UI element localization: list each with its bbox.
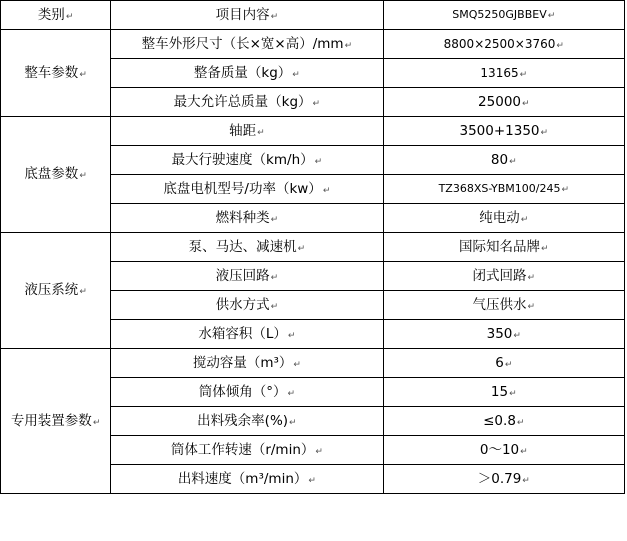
value-label: 13165↵ [480, 65, 528, 80]
edit-mark: ↵ [257, 127, 265, 138]
edit-mark: ↵ [541, 243, 549, 254]
value-cell [383, 436, 624, 465]
category-cell-hydraulic [1, 233, 111, 349]
item-cell [111, 349, 383, 378]
value-label: 15↵ [490, 383, 517, 400]
category-label: 整车参数↵ [24, 64, 87, 81]
item-label: 整备质量（kg）↵ [193, 64, 300, 81]
item-label: 泵、马达、减速机↵ [188, 238, 306, 255]
edit-mark: ↵ [314, 156, 323, 167]
value-label: 气压供水↵ [472, 296, 536, 313]
item-cell [111, 262, 383, 291]
edit-mark: ↵ [270, 301, 279, 312]
value-cell [383, 262, 624, 291]
item-cell [111, 378, 383, 407]
edit-mark: ↵ [509, 156, 517, 167]
item-cell [111, 233, 383, 262]
table-row [1, 30, 625, 59]
header-cell-value [383, 1, 624, 30]
edit-mark: ↵ [527, 272, 536, 283]
category-label: 底盘参数↵ [24, 166, 87, 183]
item-cell [111, 204, 383, 233]
value-cell [383, 30, 624, 59]
table-row [1, 233, 625, 262]
item-label: 底盘电机型号/功率（kw）↵ [163, 180, 331, 197]
edit-mark: ↵ [79, 287, 87, 298]
table-row [1, 349, 625, 378]
value-label: 国际知名品牌↵ [459, 238, 549, 255]
table-row [1, 1, 625, 30]
edit-mark: ↵ [315, 446, 323, 457]
edit-mark: ↵ [79, 69, 87, 80]
item-label: 轴距↵ [229, 122, 265, 139]
category-label: 专用装置参数↵ [10, 412, 101, 429]
value-cell [383, 378, 624, 407]
value-label: 80↵ [490, 151, 517, 168]
edit-mark: ↵ [292, 69, 300, 80]
value-label: ≤0.8↵ [483, 412, 525, 429]
item-label: 供水方式↵ [215, 296, 279, 313]
value-label: 8800×2500×3760↵ [443, 36, 564, 51]
value-cell [383, 407, 624, 436]
item-label: 液压回路↵ [215, 267, 279, 284]
header-cell-item [111, 1, 383, 30]
value-cell [383, 349, 624, 378]
edit-mark: ↵ [322, 185, 331, 196]
edit-mark: ↵ [540, 127, 549, 138]
value-cell [383, 88, 624, 117]
item-label: 整车外形尺寸（长×宽×高）/mm↵ [141, 35, 353, 52]
item-label: 筒体倾角（°）↵ [198, 383, 296, 400]
edit-mark: ↵ [504, 359, 513, 370]
category-cell-vehicle [1, 30, 111, 117]
value-cell [383, 146, 624, 175]
edit-mark: ↵ [520, 446, 528, 457]
category-cell-chassis [1, 117, 111, 233]
edit-mark: ↵ [65, 11, 74, 22]
header-label-value: SMQ5250GJBBEV↵ [452, 8, 556, 22]
value-cell [383, 233, 624, 262]
item-cell [111, 59, 383, 88]
value-label: 纯电动↵ [479, 209, 529, 226]
edit-mark: ↵ [287, 330, 296, 341]
edit-mark: ↵ [270, 11, 279, 22]
value-cell [383, 320, 624, 349]
value-label: 3500+1350↵ [459, 122, 549, 139]
item-label: 出料残余率(%)↵ [197, 412, 297, 429]
value-label: 25000↵ [478, 93, 530, 110]
edit-mark: ↵ [519, 69, 528, 80]
category-cell-special-device [1, 349, 111, 494]
item-label: 最大行驶速度（km/h）↵ [171, 151, 323, 168]
item-cell [111, 175, 383, 204]
item-label: 搅动容量（m³）↵ [192, 354, 301, 371]
value-cell [383, 117, 624, 146]
edit-mark: ↵ [556, 40, 564, 51]
edit-mark: ↵ [520, 214, 529, 225]
edit-mark: ↵ [312, 98, 321, 109]
edit-mark: ↵ [297, 243, 306, 254]
table-body [1, 1, 625, 494]
item-label: 水箱容积（L）↵ [198, 325, 296, 342]
edit-mark: ↵ [344, 40, 353, 51]
edit-mark: ↵ [522, 475, 530, 486]
value-label: 350↵ [486, 325, 521, 342]
header-cell-category [1, 1, 111, 30]
edit-mark: ↵ [270, 272, 279, 283]
edit-mark: ↵ [92, 417, 101, 428]
item-label: 出料速度（m³/min）↵ [177, 470, 316, 487]
edit-mark: ↵ [522, 98, 530, 109]
item-cell [111, 407, 383, 436]
item-label: 燃料种类↵ [215, 209, 279, 226]
table-row [1, 117, 625, 146]
edit-mark: ↵ [527, 301, 536, 312]
value-cell [383, 465, 624, 494]
value-label: 闭式回路↵ [472, 267, 536, 284]
value-label: ＞0.79↵ [477, 470, 530, 487]
value-cell [383, 59, 624, 88]
value-cell [383, 175, 624, 204]
item-cell [111, 436, 383, 465]
value-label: 6↵ [495, 354, 513, 371]
header-label-item: 项目内容↵ [215, 6, 279, 23]
edit-mark: ↵ [270, 214, 279, 225]
edit-mark: ↵ [308, 475, 316, 486]
edit-mark: ↵ [516, 417, 525, 428]
edit-mark: ↵ [547, 11, 556, 22]
value-label: TZ368XS-YBM100/245↵ [438, 182, 570, 196]
item-cell [111, 291, 383, 320]
item-cell [111, 88, 383, 117]
edit-mark: ↵ [79, 171, 87, 182]
category-label: 液压系统↵ [24, 282, 87, 299]
value-cell [383, 291, 624, 320]
header-label-category: 类别↵ [37, 6, 74, 23]
edit-mark: ↵ [287, 388, 296, 399]
edit-mark: ↵ [561, 185, 570, 196]
edit-mark: ↵ [293, 359, 301, 370]
item-cell [111, 320, 383, 349]
item-label: 最大允许总质量（kg）↵ [173, 93, 321, 110]
item-label: 筒体工作转速（r/min）↵ [170, 441, 323, 458]
value-label: 0～10↵ [479, 441, 528, 458]
item-cell [111, 465, 383, 494]
edit-mark: ↵ [509, 388, 517, 399]
item-cell [111, 30, 383, 59]
edit-mark: ↵ [289, 417, 297, 428]
value-cell [383, 204, 624, 233]
edit-mark: ↵ [513, 330, 521, 341]
item-cell [111, 146, 383, 175]
item-cell [111, 117, 383, 146]
